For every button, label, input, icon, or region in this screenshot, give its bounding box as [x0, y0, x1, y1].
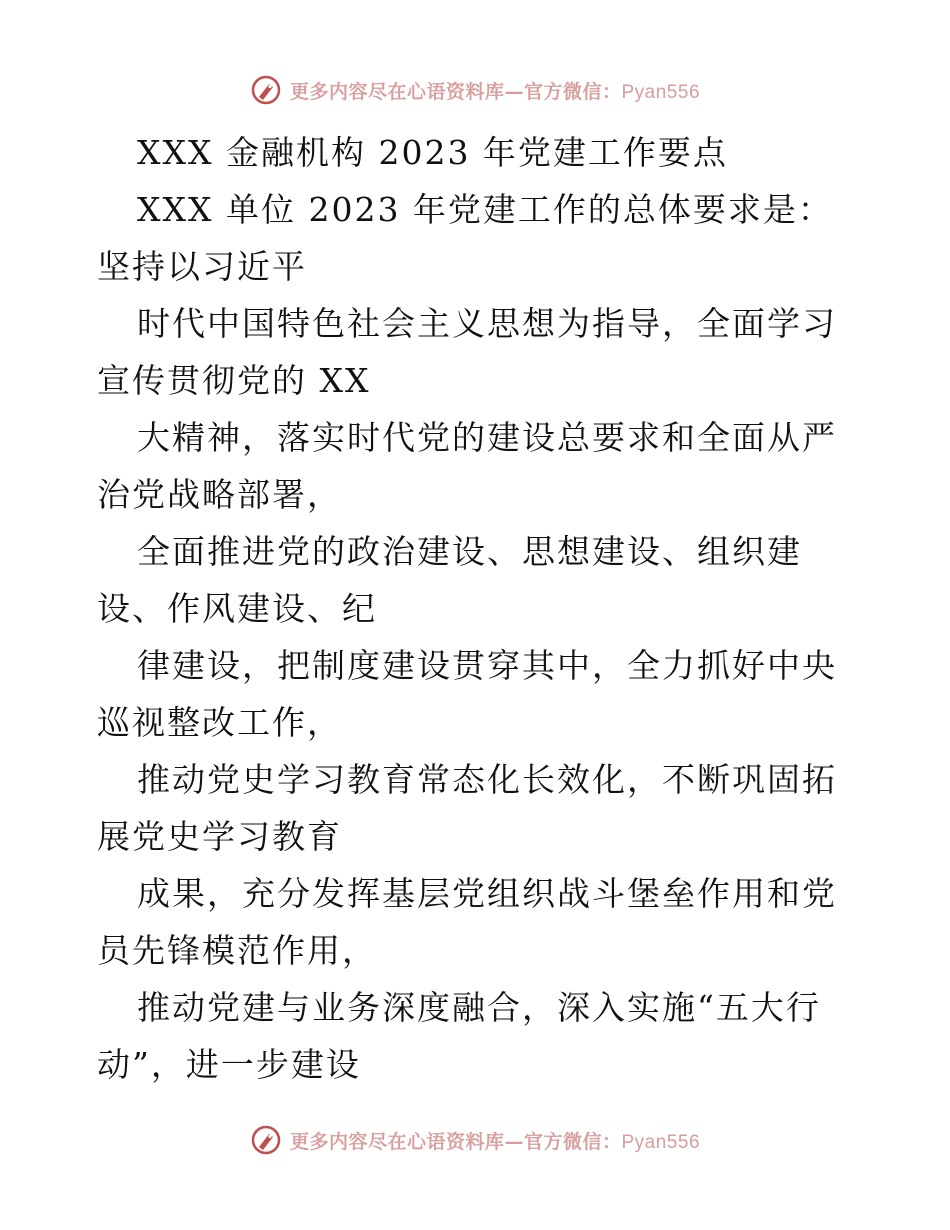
banner-handle: Pyan556	[621, 1131, 701, 1153]
paragraph: 时代中国特色社会主义思想为指导，全面学习宣传贯彻党的 XX	[97, 304, 837, 400]
document-body	[97, 124, 857, 1093]
header-banner	[0, 70, 950, 110]
banner-text: 更多内容尽在心语资料库—官方微信：Pyan556	[289, 1130, 701, 1153]
document-title: XXX 金融机构 2023 年党建工作要点	[137, 133, 728, 172]
banner-text: 更多内容尽在心语资料库—官方微信：Pyan556	[289, 80, 701, 103]
pen-nib-icon	[250, 1124, 282, 1156]
paragraph: 全面推进党的政治建设、思想建设、组织建设、作风建设、纪	[97, 532, 802, 628]
pen-nib-icon	[250, 74, 282, 106]
paragraph: 律建设，把制度建设贯穿其中，全力抓好中央巡视整改工作，	[97, 646, 837, 742]
paragraph: 推动党建与业务深度融合，深入实施“五大行动”，进一步建设	[97, 988, 821, 1084]
paragraph: XXX 单位 2023 年党建工作的总体要求是：坚持以习近平	[97, 190, 833, 286]
footer-banner	[0, 1120, 950, 1160]
paragraph: 推动党史学习教育常态化长效化，不断巩固拓展党史学习教育	[97, 760, 837, 856]
banner-handle: Pyan556	[621, 81, 701, 103]
paragraph: 大精神，落实时代党的建设总要求和全面从严治党战略部署，	[97, 418, 837, 514]
paragraph: 成果，充分发挥基层党组织战斗堡垒作用和党员先锋模范作用，	[97, 874, 837, 970]
